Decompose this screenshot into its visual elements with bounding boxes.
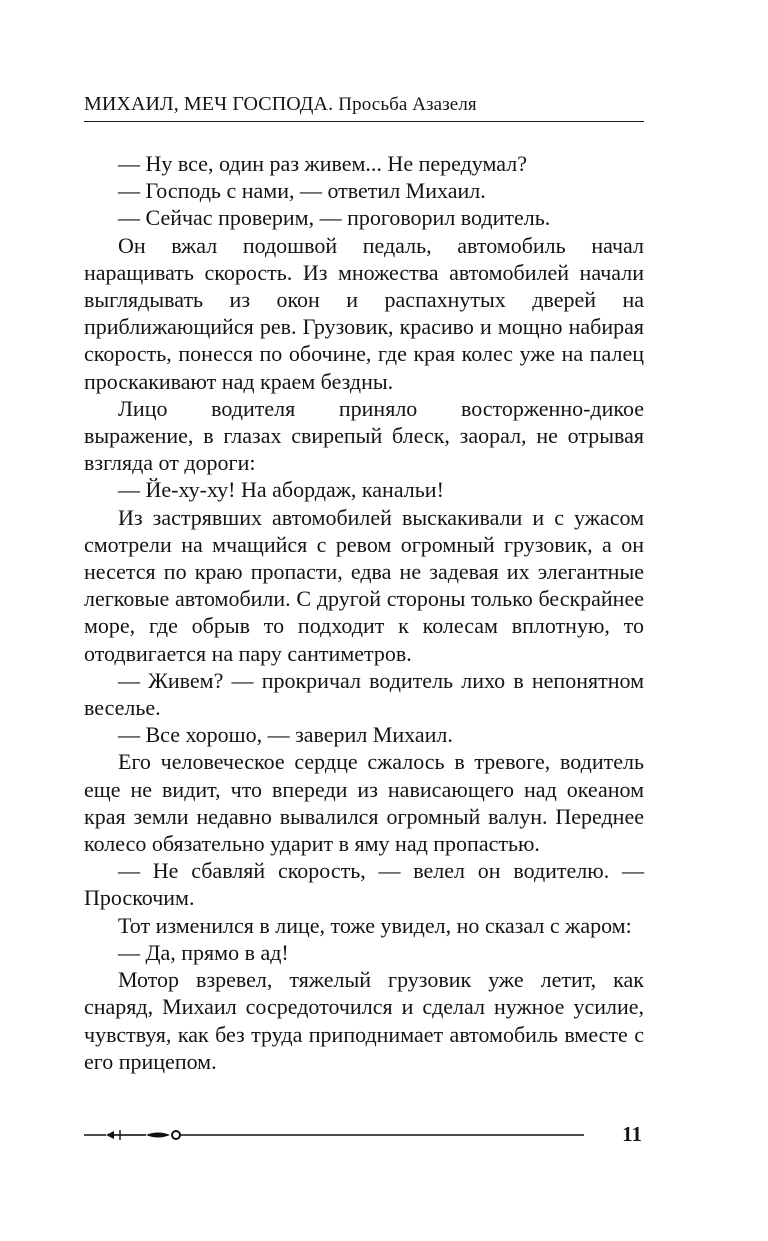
page-body [84, 150, 644, 1075]
paragraph: — Не сбавляй скорость, — велел он водителю. — Проскочим. [84, 858, 644, 911]
paragraph: — Сейчас проверим, — проговорил водитель. [118, 205, 551, 231]
page-number: 11 [622, 1122, 642, 1146]
book-title: МИХАИЛ, МЕЧ ГОСПОДА. [84, 93, 334, 115]
paragraph: Тот изменился в лице, тоже увидел, но сказал с жаром: [118, 912, 632, 938]
chapter-title: Просьба Азазеля [338, 94, 477, 115]
footer-ornament-icon [84, 1120, 584, 1150]
running-header [84, 92, 644, 122]
paragraph: Из застрявших автомобилей выскакивали и с ужасом смотрели на мчащийся с ревом огромный грузовик, а он несется по краю пропасти, едва не задевая их элегантные легковые автомобили. С другой стороны только бескрайнее море, где обрыв то подходит к колесам вплотную, то отодвигается на пару сантиметров. [84, 504, 644, 666]
paragraph: — Да, прямо в ад! [118, 939, 289, 965]
paragraph: — Господь с нами, — ответил Михаил. [118, 178, 486, 204]
page-footer [84, 1120, 644, 1150]
paragraph: Он вжал подошвой педаль, автомобиль начал наращивать скорость. Из множества автомобилей начали выглядывать из окон и распахнутых дверей на приближающийся рев. Грузовик, красиво и мощно набирая скорость, понесся по обочине, где края колес уже на палец проскакивают над краем бездны. [84, 232, 644, 394]
paragraph: — Живем? — прокричал водитель лихо в непонятном веселье. [84, 667, 644, 721]
paragraph: Лицо водителя приняло восторженно-дикое выражение, в глазах свирепый блеск, заорал, не отрывая взгляда от дороги: [84, 395, 644, 476]
paragraph: — Все хорошо, — заверил Михаил. [118, 722, 453, 748]
paragraph: — Ну все, один раз живем... Не передумал? [118, 151, 527, 176]
paragraph: — Йе-ху-ху! На абордаж, канальи! [118, 477, 444, 503]
paragraph: Его человеческое сердце сжалось в тревоге, водитель еще не видит, что впереди из нависающего над океаном края земли недавно вывалился огромный валун. Переднее колесо обязательно ударит в яму над пропастью. [84, 749, 644, 857]
running-header-text [84, 93, 477, 116]
paragraph: Мотор взревел, тяжелый грузовик уже летит, как снаряд, Михаил сосредоточился и сделал нужное усилие, чувствуя, как без труда приподнимает автомобиль вместе с его прицепом. [84, 967, 644, 1074]
